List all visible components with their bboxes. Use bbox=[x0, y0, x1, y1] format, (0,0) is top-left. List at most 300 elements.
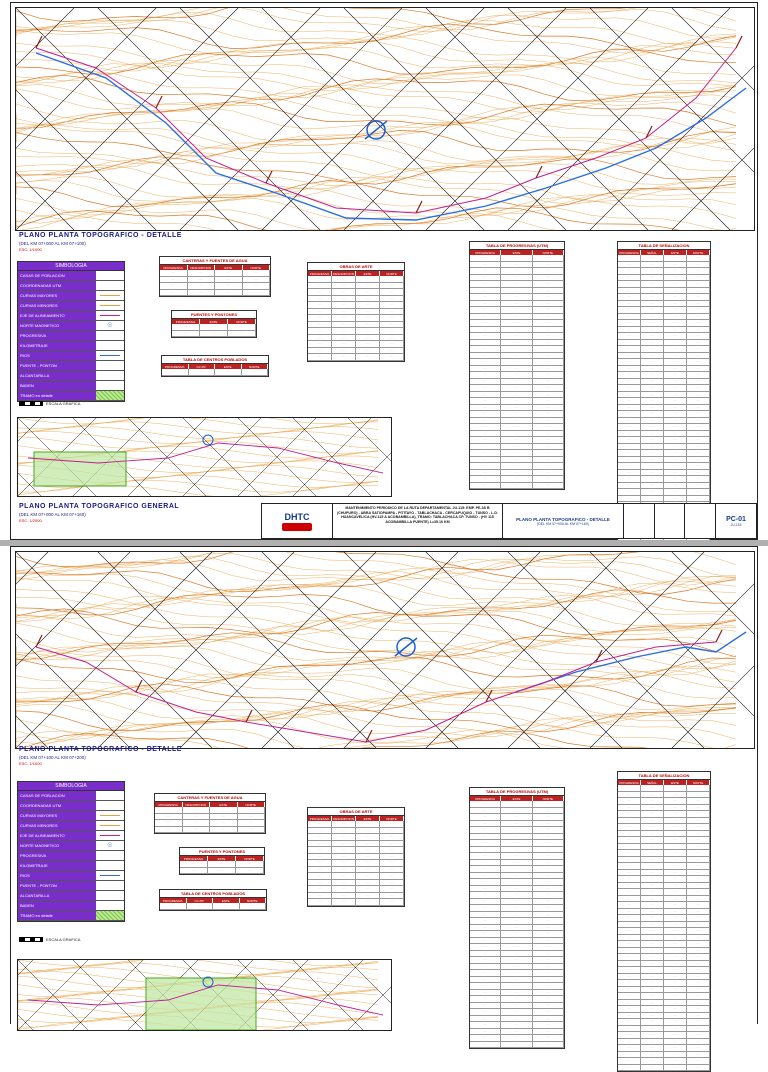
table-row: ···· ···· ···· bbox=[470, 366, 564, 373]
legend-row bbox=[18, 271, 124, 281]
table-row: ···· ···· ···· bbox=[470, 327, 564, 334]
legend-label: KILOMETRAJE bbox=[18, 341, 96, 350]
column-header: NORTE bbox=[228, 319, 256, 324]
table-row: ···· ···· ···· ···· bbox=[618, 915, 710, 922]
scale-label: ESCALA GRAFICA bbox=[46, 401, 81, 406]
contour-line bbox=[16, 608, 736, 635]
table-row: ···· ···· ···· ···· bbox=[618, 987, 710, 994]
legend-label: PUENTE - PONTON bbox=[18, 881, 96, 890]
column-header: ESTE bbox=[210, 802, 238, 807]
progresivas-table bbox=[469, 241, 565, 490]
table-row: ···· ···· ···· bbox=[470, 405, 564, 412]
table-row: ···· ···· ···· ···· bbox=[618, 463, 710, 470]
contour-line bbox=[16, 160, 736, 186]
table-row: ···· ···· ···· bbox=[470, 827, 564, 834]
contour-line bbox=[16, 213, 736, 230]
table-title: CANTERAS Y FUENTES DE AGUA bbox=[155, 794, 265, 802]
table-row: ···· ···· ···· bbox=[470, 918, 564, 925]
legend-row bbox=[18, 391, 124, 401]
table-row: ···· ···· ···· ···· bbox=[618, 980, 710, 987]
column-header: PROGRESIVA bbox=[618, 250, 641, 255]
table-row: ···· ···· ···· ···· bbox=[618, 811, 710, 818]
table-row: ···· ···· ···· ···· bbox=[618, 457, 710, 464]
plan-subtitle: (DEL KM 07+000 AL KM 07+100) bbox=[19, 241, 86, 246]
table-row: ···· ···· ···· ···· bbox=[618, 281, 710, 288]
contour-line bbox=[18, 960, 378, 966]
legend-label: ALCANTARILLA bbox=[18, 371, 96, 380]
table-row: ···· ···· ···· ···· bbox=[618, 818, 710, 825]
utm-grid-line bbox=[348, 960, 391, 1030]
column-header: ESTE bbox=[356, 271, 380, 276]
legend-row bbox=[18, 891, 124, 901]
table-row: ···· ···· ···· bbox=[470, 255, 564, 262]
contour-line bbox=[16, 102, 736, 129]
table-row: ···· ···· ···· ···· bbox=[308, 841, 404, 848]
legend-symbol bbox=[96, 811, 124, 820]
table-row: ···· ···· ···· bbox=[470, 860, 564, 867]
legend-symbol bbox=[96, 371, 124, 380]
legend-row bbox=[18, 821, 124, 831]
legend-label: ALCANTARILLA bbox=[18, 891, 96, 900]
column-header: PROGRESIVA bbox=[180, 856, 208, 861]
contour-line bbox=[16, 705, 736, 732]
plan-scale: ESC. 1/1000 bbox=[19, 247, 42, 252]
legend-symbol bbox=[96, 871, 124, 880]
table-row: ···· ···· ···· ···· bbox=[308, 296, 404, 303]
column-header: PROGRESIVA bbox=[308, 271, 332, 276]
table-row: ···· ···· ···· ···· bbox=[618, 379, 710, 386]
legend-title: SIMBOLOGIA bbox=[18, 262, 124, 271]
table-row: ···· ···· ···· bbox=[470, 983, 564, 990]
legend-row bbox=[18, 801, 124, 811]
table-row: ···· ···· ···· bbox=[470, 1029, 564, 1036]
legend-symbol bbox=[96, 281, 124, 290]
table-row: ···· ···· ···· ···· bbox=[308, 341, 404, 348]
contour-line bbox=[16, 691, 736, 716]
table-row: ···· ···· ···· ···· bbox=[618, 496, 710, 503]
table-row: ···· ···· ···· bbox=[470, 912, 564, 919]
table-row: ···· ···· ···· ···· bbox=[308, 315, 404, 322]
table-row: ···· ···· ···· bbox=[470, 1009, 564, 1016]
table-row: ···· ···· ···· ···· bbox=[618, 320, 710, 327]
progresiva-marker bbox=[36, 36, 42, 48]
contour-line bbox=[16, 725, 736, 748]
table-row: ···· ···· ···· bbox=[470, 470, 564, 477]
obras-de-arte-table bbox=[307, 807, 405, 907]
contour-line bbox=[16, 71, 736, 98]
legend-label: CASAS DE POBLACION bbox=[18, 271, 96, 280]
plan-scale: ESC. 1/1000 bbox=[19, 761, 42, 766]
legend-symbol bbox=[96, 271, 124, 280]
table-row: ···· ···· ···· ···· bbox=[618, 340, 710, 347]
column-header: ESTE bbox=[664, 250, 687, 255]
drawing-sheet-2 bbox=[10, 546, 758, 1069]
table-row: ···· ···· ···· ···· bbox=[618, 1052, 710, 1059]
column-header: PROGRESIVA bbox=[160, 265, 188, 270]
column-header: SEÑAL bbox=[641, 780, 664, 785]
table-title: TABLA DE CENTROS POBLADOS bbox=[162, 356, 268, 364]
puentes-table bbox=[171, 310, 257, 338]
detail-topographic-map[interactable] bbox=[15, 551, 755, 749]
contour-line bbox=[16, 633, 736, 660]
table-row: ···· ···· ···· bbox=[470, 346, 564, 353]
table-row: ···· ···· ···· bbox=[470, 353, 564, 360]
table-row: ···· ···· ···· ···· bbox=[155, 827, 265, 834]
table-row: ···· ···· ···· bbox=[470, 385, 564, 392]
plano-name: PLANO PLANTA TOPOGRAFICO - DETALLE bbox=[516, 516, 610, 522]
contour-line bbox=[18, 967, 378, 979]
tramo-detalle-area bbox=[146, 978, 256, 1030]
contour-map-svg bbox=[16, 8, 754, 230]
legend-symbol bbox=[96, 311, 124, 320]
plan-subtitle: (DEL KM 07+100 AL KM 07+200) bbox=[19, 755, 86, 760]
legend-title: SIMBOLOGIA bbox=[18, 782, 124, 791]
table-row: ···· ···· ···· bbox=[470, 372, 564, 379]
column-header: NORTE bbox=[238, 802, 266, 807]
table-row: ···· ···· ···· ···· bbox=[308, 886, 404, 893]
contour-line bbox=[16, 145, 736, 172]
legend-row bbox=[18, 861, 124, 871]
table-row: ···· ···· ···· ···· bbox=[618, 889, 710, 896]
table-row: ···· ···· ···· ···· bbox=[618, 327, 710, 334]
table-row: ···· ···· ···· ···· bbox=[308, 854, 404, 861]
table-row: ···· ···· ···· bbox=[172, 331, 256, 338]
table-row: ···· ···· ···· ···· bbox=[618, 359, 710, 366]
table-row: ···· ···· ···· bbox=[470, 840, 564, 847]
legend-label: PUENTE - PONTON bbox=[18, 361, 96, 370]
table-row: ···· ···· ···· ···· bbox=[308, 289, 404, 296]
general-map-svg bbox=[18, 960, 391, 1030]
column-header: DESCRIPCION bbox=[332, 271, 356, 276]
contour-line bbox=[16, 8, 736, 30]
table-row: ···· ···· ···· ···· bbox=[308, 335, 404, 342]
table-row: ···· ···· ···· bbox=[470, 834, 564, 841]
table-row: ···· ···· ···· bbox=[470, 262, 564, 269]
table-row: ···· ···· ···· ···· bbox=[618, 483, 710, 490]
table-row: ···· ···· ···· ···· bbox=[618, 398, 710, 405]
column-header: PROGRESIVA bbox=[155, 802, 183, 807]
progresiva-marker bbox=[366, 730, 372, 742]
table-row: ···· ···· ···· bbox=[470, 847, 564, 854]
table-row: ···· ···· ···· bbox=[180, 868, 264, 875]
table-row: ···· ···· ···· bbox=[470, 821, 564, 828]
canteras-table bbox=[159, 256, 271, 297]
table-row: ···· ···· ···· ···· bbox=[308, 328, 404, 335]
table-row: ···· ···· ···· ···· bbox=[618, 444, 710, 451]
table-row: ···· ···· ···· bbox=[470, 476, 564, 483]
legend-row bbox=[18, 301, 124, 311]
obras-de-arte-table bbox=[307, 262, 405, 362]
tramo-detalle-area bbox=[34, 452, 126, 486]
table-row: ···· ···· ···· ···· bbox=[618, 941, 710, 948]
table-row: ···· ···· ···· bbox=[470, 307, 564, 314]
legend-row bbox=[18, 911, 124, 921]
table-row: ···· ···· ···· ···· bbox=[618, 1032, 710, 1039]
column-header: PROGRESIVA bbox=[470, 796, 501, 801]
table-row: ···· ···· ···· ···· bbox=[618, 353, 710, 360]
table-row: ···· ···· ···· ···· bbox=[618, 1026, 710, 1033]
table-row: ···· ···· ···· bbox=[470, 281, 564, 288]
table-row: ···· ···· ···· ···· bbox=[308, 860, 404, 867]
centros-table bbox=[159, 889, 267, 911]
column-header: ESTE bbox=[356, 816, 380, 821]
column-header: NORTE bbox=[242, 364, 269, 369]
utm-grid-line bbox=[672, 8, 754, 230]
table-row: ···· ···· ···· bbox=[470, 808, 564, 815]
table-row: ···· ···· ···· ···· bbox=[618, 405, 710, 412]
table-row: ···· ···· ···· bbox=[470, 444, 564, 451]
table-row: ···· ···· ···· bbox=[470, 879, 564, 886]
table-row: ···· ···· ···· ···· bbox=[618, 314, 710, 321]
contour-line bbox=[18, 427, 378, 439]
table-row: ···· ···· ···· bbox=[470, 866, 564, 873]
table-row: ···· ···· ···· ···· bbox=[308, 847, 404, 854]
legend-label: PROGRESIVA bbox=[18, 851, 96, 860]
table-row: ···· ···· ···· bbox=[470, 1042, 564, 1049]
legend-symbol bbox=[96, 351, 124, 360]
table-row: ···· ···· ···· ···· bbox=[618, 909, 710, 916]
table-row: ···· ···· ···· ···· bbox=[618, 307, 710, 314]
contour-line bbox=[16, 177, 736, 204]
legend-row bbox=[18, 881, 124, 891]
table-row: ···· ···· ···· bbox=[470, 899, 564, 906]
legend-row bbox=[18, 811, 124, 821]
plan-title: PLANO PLANTA TOPOGRAFICO - DETALLE bbox=[19, 232, 182, 239]
contour-line bbox=[18, 441, 378, 453]
general-topographic-map[interactable] bbox=[17, 417, 392, 497]
table-row: ···· ···· ···· ···· bbox=[308, 309, 404, 316]
table-row: ···· ···· ···· bbox=[470, 853, 564, 860]
column-header: PROGRESIVA bbox=[160, 898, 187, 903]
table-row: ···· ···· ···· ···· bbox=[618, 411, 710, 418]
legend-row bbox=[18, 351, 124, 361]
progresiva-marker bbox=[736, 36, 742, 48]
table-title: TABLA DE PROGRESIVAS (UTM) bbox=[470, 242, 564, 250]
table-row: ···· ···· ···· ···· bbox=[618, 837, 710, 844]
progresiva-marker bbox=[716, 630, 722, 642]
column-header: PROGRESIVA bbox=[308, 816, 332, 821]
column-header: SEÑAL bbox=[641, 250, 664, 255]
column-header: PROGRESIVA bbox=[162, 364, 189, 369]
legend-row bbox=[18, 281, 124, 291]
column-header: ESTE bbox=[215, 364, 242, 369]
legend-row bbox=[18, 331, 124, 341]
contour-line bbox=[16, 670, 736, 696]
legend-symbol: ☉ bbox=[96, 321, 124, 330]
table-row: ···· ···· ···· ···· bbox=[308, 893, 404, 900]
contour-map-svg bbox=[16, 552, 754, 748]
legend-row bbox=[18, 371, 124, 381]
general-topographic-map[interactable] bbox=[17, 959, 392, 1031]
table-row: ···· ···· ···· bbox=[470, 411, 564, 418]
table-row: ···· ···· ···· ···· bbox=[618, 392, 710, 399]
table-row: ···· ···· ···· ···· bbox=[308, 834, 404, 841]
table-row: ···· ···· ···· ···· bbox=[618, 785, 710, 792]
table-title: TABLA DE PROGRESIVAS (UTM) bbox=[470, 788, 564, 796]
table-row: ···· ···· ···· bbox=[470, 873, 564, 880]
legend-symbol bbox=[96, 881, 124, 890]
contour-line bbox=[18, 485, 378, 496]
legend-panel bbox=[17, 781, 125, 922]
legend-symbol bbox=[96, 341, 124, 350]
contour-line bbox=[16, 193, 736, 220]
table-row: ···· ···· ···· ···· bbox=[618, 1006, 710, 1013]
table-title: TABLA DE SEÑALIZACION bbox=[618, 242, 710, 250]
drawing-sheet-1 bbox=[10, 2, 758, 540]
table-row: ···· ···· ···· ···· bbox=[618, 805, 710, 812]
contour-line bbox=[16, 684, 736, 711]
legend-label: COORDENADAS UTM bbox=[18, 801, 96, 810]
legend-label: NORTE MAGNETICO bbox=[18, 841, 96, 850]
plano-name-cell bbox=[503, 504, 624, 538]
project-description: MANTENIMIENTO PERIODICO DE LA RUTA DEPARTAMENTAL JU-115: EMP. PE-3S B (CHUPURO) - ABRA SATIOPAMPA - PITITAYO - TABLACHACA - CERCAPUQUIO - TUNSO - L.D. HUANCAVELICA (HV-115 A ACOBAMBILLA), TRAMO: TABLACHACA CP. TUNSO - (HV 115 ACOBAMBILLA PUENTE) L=35.16 KM bbox=[333, 504, 503, 538]
utm-grid-line bbox=[672, 552, 754, 748]
legend-row bbox=[18, 291, 124, 301]
table-row: ···· ···· ···· ···· bbox=[618, 333, 710, 340]
table-row: ···· ···· ···· ···· bbox=[618, 275, 710, 282]
table-row: ···· ···· ···· ···· bbox=[308, 276, 404, 283]
table-row: ···· ···· ···· ···· bbox=[618, 850, 710, 857]
table-row: ···· ···· ···· ···· bbox=[618, 792, 710, 799]
route-code: JU-115 bbox=[730, 522, 742, 527]
legend-row bbox=[18, 381, 124, 391]
general-subtitle: (DEL KM 07+000 AL KM 07+160) bbox=[19, 512, 86, 517]
column-header: PROGRESIVA bbox=[618, 780, 641, 785]
table-row: ···· ···· ···· ···· bbox=[618, 844, 710, 851]
dhtc-logo-icon bbox=[262, 504, 333, 538]
table-row: ···· ···· ···· bbox=[470, 457, 564, 464]
legend-symbol bbox=[96, 901, 124, 910]
table-row: ···· ···· ···· ···· bbox=[160, 283, 270, 290]
table-row: ···· ···· ···· ···· bbox=[160, 290, 270, 297]
utm-grid-line bbox=[348, 960, 391, 1030]
column-header: NORTE bbox=[380, 271, 404, 276]
table-row: ···· ···· ···· ···· bbox=[155, 807, 265, 814]
column-header: ESTE bbox=[215, 265, 243, 270]
table-row: ···· ···· ···· bbox=[470, 294, 564, 301]
sheet-code-cell bbox=[716, 504, 756, 538]
legend-label: EJE DE ALINEAMIENTO bbox=[18, 831, 96, 840]
table-row: ···· ···· ···· ···· bbox=[618, 876, 710, 883]
detail-topographic-map[interactable] bbox=[15, 7, 755, 231]
table-row: ···· ···· ···· ···· bbox=[618, 824, 710, 831]
column-header: NORTE bbox=[687, 250, 710, 255]
table-title: PUENTES Y PONTONES bbox=[172, 311, 256, 319]
progresiva-marker bbox=[156, 96, 162, 108]
table-row: ···· ···· ···· ···· bbox=[618, 1013, 710, 1020]
table-row: ···· ···· ···· ···· bbox=[160, 903, 266, 910]
table-title: CANTERAS Y FUENTES DE AGUA bbox=[160, 257, 270, 265]
table-row: ···· ···· ···· ···· bbox=[618, 1039, 710, 1046]
legend-row bbox=[18, 361, 124, 371]
table-row: ···· ···· ···· ···· bbox=[308, 354, 404, 361]
table-row: ···· ···· ···· ···· bbox=[618, 294, 710, 301]
table-row: ···· ···· ···· bbox=[470, 886, 564, 893]
plano-range: (DEL KM 07+000 AL KM 07+160) bbox=[537, 521, 589, 526]
column-header: PROGRESIVA bbox=[172, 319, 200, 324]
table-row: ···· ···· ···· bbox=[470, 437, 564, 444]
table-row: ···· ···· ···· bbox=[470, 450, 564, 457]
legend-row bbox=[18, 841, 124, 851]
table-row: ···· ···· ···· ···· bbox=[618, 346, 710, 353]
graphic-scale bbox=[19, 937, 80, 942]
table-row: ···· ···· ···· ···· bbox=[618, 954, 710, 961]
column-header: NORTE bbox=[236, 856, 264, 861]
table-row: ···· ···· ···· ···· bbox=[618, 268, 710, 275]
river-line bbox=[36, 53, 746, 220]
table-row: ···· ···· ···· ···· bbox=[618, 928, 710, 935]
table-row: ···· ···· ···· ···· bbox=[618, 372, 710, 379]
table-row: ···· ···· ···· bbox=[470, 314, 564, 321]
legend-label: NORTE MAGNETICO bbox=[18, 321, 96, 330]
table-row: ···· ···· ···· bbox=[470, 483, 564, 490]
table-row: ···· ···· ···· bbox=[470, 977, 564, 984]
table-row: ···· ···· ···· ···· bbox=[308, 880, 404, 887]
legend-symbol bbox=[96, 831, 124, 840]
table-row: ···· ···· ···· bbox=[470, 288, 564, 295]
signature-cells bbox=[624, 504, 716, 538]
table-row: ···· ···· ···· bbox=[470, 379, 564, 386]
legend-label: CURVAS MAYORES bbox=[18, 811, 96, 820]
legend-label: KILOMETRAJE bbox=[18, 861, 96, 870]
legend-label: TRAMO en detalle bbox=[18, 911, 96, 920]
table-row: ···· ···· ···· ···· bbox=[618, 948, 710, 955]
table-row: ···· ···· ···· bbox=[470, 938, 564, 945]
column-header: ESTE bbox=[208, 856, 236, 861]
table-row: ···· ···· ···· ···· bbox=[308, 322, 404, 329]
table-row: ···· ···· ···· ···· bbox=[618, 476, 710, 483]
table-row: ···· ···· ···· bbox=[172, 324, 256, 331]
table-row: ···· ···· ···· bbox=[470, 340, 564, 347]
table-row: ···· ···· ···· ···· bbox=[160, 270, 270, 277]
table-row: ···· ···· ···· ···· bbox=[618, 863, 710, 870]
table-row: ···· ···· ···· ···· bbox=[618, 262, 710, 269]
legend-label: RIOS bbox=[18, 871, 96, 880]
legend-row bbox=[18, 321, 124, 331]
legend-label: BADEN bbox=[18, 381, 96, 390]
column-header: NORTE bbox=[533, 250, 564, 255]
puentes-table bbox=[179, 847, 265, 875]
table-title: OBRAS DE ARTE bbox=[308, 263, 404, 271]
column-header: ESTE bbox=[200, 319, 228, 324]
legend-label: RIOS bbox=[18, 351, 96, 360]
table-row: ···· ···· ···· ···· bbox=[308, 821, 404, 828]
legend-symbol bbox=[96, 291, 124, 300]
table-row: ···· ···· ···· bbox=[470, 892, 564, 899]
column-header: NORTE bbox=[243, 265, 271, 270]
canteras-table bbox=[154, 793, 266, 834]
legend-label: TRAMO en detalle bbox=[18, 391, 96, 400]
plan-title: PLANO PLANTA TOPOGRAFICO - DETALLE bbox=[19, 746, 182, 753]
table-row: ···· ···· ···· ···· bbox=[618, 831, 710, 838]
table-title: OBRAS DE ARTE bbox=[308, 808, 404, 816]
contour-line bbox=[16, 714, 736, 741]
legend-symbol bbox=[96, 821, 124, 830]
legend-label: CASAS DE POBLACION bbox=[18, 791, 96, 800]
legend-row bbox=[18, 341, 124, 351]
legend-symbol bbox=[96, 791, 124, 800]
legend-row bbox=[18, 831, 124, 841]
table-title: TABLA DE CENTROS POBLADOS bbox=[160, 890, 266, 898]
table-row: ···· ···· ···· bbox=[470, 301, 564, 308]
progresiva-marker bbox=[596, 650, 602, 662]
general-map-svg bbox=[18, 418, 391, 496]
table-row: ···· ···· ···· ···· bbox=[618, 993, 710, 1000]
table-row: ···· ···· ···· ···· bbox=[160, 277, 270, 284]
contour-line bbox=[18, 418, 378, 424]
column-header: NORTE bbox=[687, 780, 710, 785]
table-row: ···· ···· ···· bbox=[470, 905, 564, 912]
